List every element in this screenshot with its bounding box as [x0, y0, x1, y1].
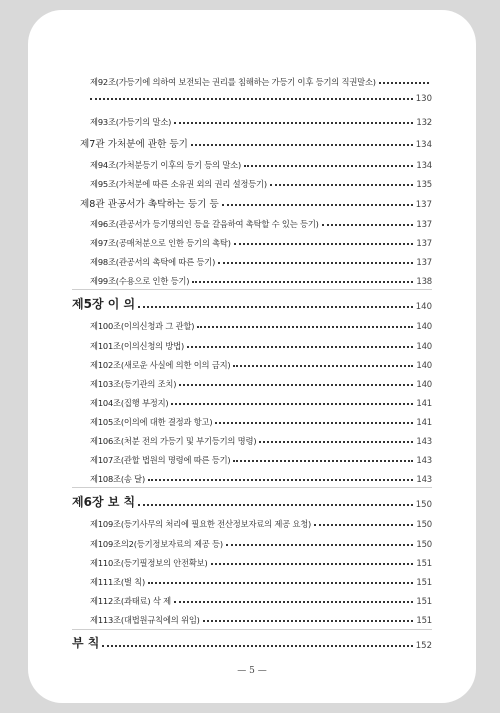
- toc-page-number: 140: [416, 361, 432, 371]
- toc-page-number: 134: [416, 161, 432, 171]
- dot-leader: [192, 281, 413, 283]
- toc-entry-label: 제107조(관할 법원의 명령에 따른 등기): [90, 455, 231, 465]
- dot-leader: [179, 384, 413, 386]
- dot-leader: [234, 243, 414, 245]
- toc-entry-label: 제105조(이의에 대한 결정과 항고): [90, 417, 213, 427]
- divider: [72, 289, 432, 290]
- toc-page-number: 140: [416, 380, 432, 390]
- toc-entry-label: 제97조(공매처분으로 인한 등기의 촉탁): [90, 238, 231, 248]
- toc-entry-article-92[interactable]: [90, 72, 432, 88]
- toc-entry-label: 제104조(집행 부정지): [90, 398, 169, 408]
- toc-entry-label: 제109조(등기사무의 처리에 필요한 전산정보자료의 제공 요청): [90, 519, 312, 529]
- toc-entry-article-106[interactable]: [90, 431, 432, 447]
- toc-page-number: 137: [416, 220, 432, 230]
- toc-entry-label: 제111조(벌 칙): [90, 577, 146, 587]
- toc-page-number: 140: [415, 302, 432, 312]
- toc-entry-label: 제5장 이 의: [72, 297, 136, 311]
- toc-entry-label: 제108조(송 달): [90, 474, 146, 484]
- toc-page-number: 151: [416, 578, 432, 588]
- toc-entry-article-97[interactable]: [90, 233, 432, 249]
- toc-page-number: 137: [415, 200, 432, 210]
- toc-page-number: 143: [416, 475, 432, 485]
- dot-leader: [322, 224, 414, 226]
- toc-entry-continuation[interactable]: [90, 90, 432, 104]
- dot-leader: [233, 365, 413, 367]
- toc-page-number: 151: [416, 616, 432, 626]
- toc-page-number: 137: [416, 258, 432, 268]
- toc-page-number: 150: [416, 520, 432, 530]
- toc-entry-article-112[interactable]: [90, 591, 432, 607]
- toc-page-number: 138: [416, 277, 432, 287]
- toc-entry-label: 제106조(처분 전의 가등기 및 부기등기의 명령): [90, 436, 257, 446]
- dot-leader: [171, 403, 413, 405]
- toc-entry-article-101[interactable]: [90, 336, 432, 352]
- toc-entry-label: 제109조의2(등기정보자료의 제공 등): [90, 539, 223, 549]
- toc-page-number: 140: [416, 322, 432, 332]
- toc-page-number: 150: [416, 540, 432, 550]
- dot-leader: [218, 262, 413, 264]
- toc-entry-label: 제112조(과태료) 삭 제: [90, 596, 171, 606]
- toc-entry-label: 제8관 관공서가 촉탁하는 등기 등: [80, 199, 219, 210]
- toc-entry-label: 제93조(가등기의 말소): [90, 117, 172, 127]
- toc-entry-article-98[interactable]: [90, 252, 432, 268]
- dot-leader: [314, 524, 413, 526]
- toc-page-number: 151: [416, 597, 432, 607]
- toc-entry-section-7[interactable]: [80, 134, 432, 150]
- document-page: [28, 10, 476, 703]
- dot-leader: [148, 479, 413, 481]
- toc-entry-section-8[interactable]: [80, 194, 432, 210]
- toc-entry-label: 제102조(새로운 사실에 의한 이의 금지): [90, 360, 231, 370]
- toc-entry-article-104[interactable]: [90, 393, 432, 409]
- dot-leader: [233, 460, 413, 462]
- dot-leader: [148, 582, 413, 584]
- toc-entry-article-113[interactable]: [90, 610, 432, 626]
- toc-entry-article-109[interactable]: [90, 514, 432, 530]
- toc-page-number: 152: [415, 641, 432, 651]
- toc-entry-label: 제113조(대법원규칙에의 위임): [90, 615, 200, 625]
- toc-entry-label: 제98조(관공서의 촉탁에 따른 등기): [90, 257, 216, 267]
- dot-leader: [259, 441, 413, 443]
- toc-entry-article-100[interactable]: [90, 316, 432, 332]
- toc-page-number: 141: [416, 418, 432, 428]
- dot-leader: [187, 346, 413, 348]
- toc-page-number: 140: [416, 342, 432, 352]
- dot-leader: [174, 122, 413, 124]
- toc-page-number: 150: [415, 500, 432, 510]
- dot-leader: [138, 504, 413, 506]
- toc-entry-label: 부 칙: [72, 636, 100, 650]
- toc-entry-article-109-2[interactable]: [90, 534, 432, 550]
- toc-entry-supplementary[interactable]: [72, 632, 432, 651]
- dot-leader: [197, 326, 413, 328]
- dot-leader: [191, 144, 413, 146]
- toc-entry-article-105[interactable]: [90, 412, 432, 428]
- toc-entry-article-93[interactable]: [90, 112, 432, 128]
- toc-entry-article-99[interactable]: [90, 271, 432, 287]
- toc-entry-article-103[interactable]: [90, 374, 432, 390]
- toc-entry-article-108[interactable]: [90, 469, 432, 485]
- dot-leader: [203, 620, 414, 622]
- toc-page-number: 151: [416, 559, 432, 569]
- toc-page-number: 132: [416, 118, 432, 128]
- toc-entry-article-110[interactable]: [90, 553, 432, 569]
- dot-leader: [215, 422, 413, 424]
- toc-entry-label: 제96조(관공서가 등기명의인 등을 갈음하여 촉탁할 수 있는 등기): [90, 219, 319, 229]
- toc-entry-label: 제103조(등기관의 조치): [90, 379, 177, 389]
- toc-entry-label: 제99조(수용으로 인한 등기): [90, 276, 190, 286]
- toc-entry-article-111[interactable]: [90, 572, 432, 588]
- table-of-contents: [28, 10, 476, 703]
- toc-entry-label: 제95조(가처분에 따른 소유권 외의 권리 설정등기): [90, 179, 267, 189]
- toc-entry-label: 제101조(이의신청의 방법): [90, 341, 185, 351]
- toc-entry-label: 제110조(등기필정보의 안전확보): [90, 558, 208, 568]
- page-footer-number: — 5 —: [237, 666, 267, 676]
- dot-leader: [138, 306, 413, 308]
- dot-leader: [379, 82, 429, 84]
- toc-entry-chapter-5[interactable]: [72, 293, 432, 312]
- dot-leader: [226, 544, 414, 546]
- dot-leader: [270, 184, 413, 186]
- toc-entry-label: 제92조(가등기에 의하여 보전되는 권리를 침해하는 가등기 이후 등기의 직권말소): [90, 77, 376, 87]
- dot-leader: [90, 98, 413, 100]
- toc-page-number: 141: [416, 399, 432, 409]
- divider: [72, 487, 432, 488]
- toc-entry-article-107[interactable]: [90, 450, 432, 466]
- toc-page-number: 134: [415, 140, 432, 150]
- dot-leader: [211, 563, 414, 565]
- toc-page-number: 137: [416, 239, 432, 249]
- dot-leader: [174, 601, 413, 603]
- toc-entry-label: 제100조(이의신청과 그 관할): [90, 321, 195, 331]
- toc-entry-label: 제7관 가처분에 관한 등기: [80, 139, 188, 150]
- toc-entry-article-95[interactable]: [90, 174, 432, 190]
- toc-page-number: 143: [416, 456, 432, 466]
- toc-entry-chapter-6[interactable]: [72, 491, 432, 510]
- toc-entry-label: 제94조(가처분등기 이후의 등기 등의 말소): [90, 160, 242, 170]
- dot-leader: [222, 204, 413, 206]
- toc-page-number: 143: [416, 437, 432, 447]
- dot-leader: [244, 165, 413, 167]
- toc-entry-article-96[interactable]: [90, 214, 432, 230]
- toc-entry-label: 제6장 보 칙: [72, 495, 136, 509]
- toc-page-number: 130: [415, 94, 432, 104]
- divider: [72, 629, 432, 630]
- dot-leader: [102, 645, 412, 647]
- toc-entry-article-94[interactable]: [90, 155, 432, 171]
- toc-entry-article-102[interactable]: [90, 355, 432, 371]
- toc-page-number: 135: [416, 180, 432, 190]
